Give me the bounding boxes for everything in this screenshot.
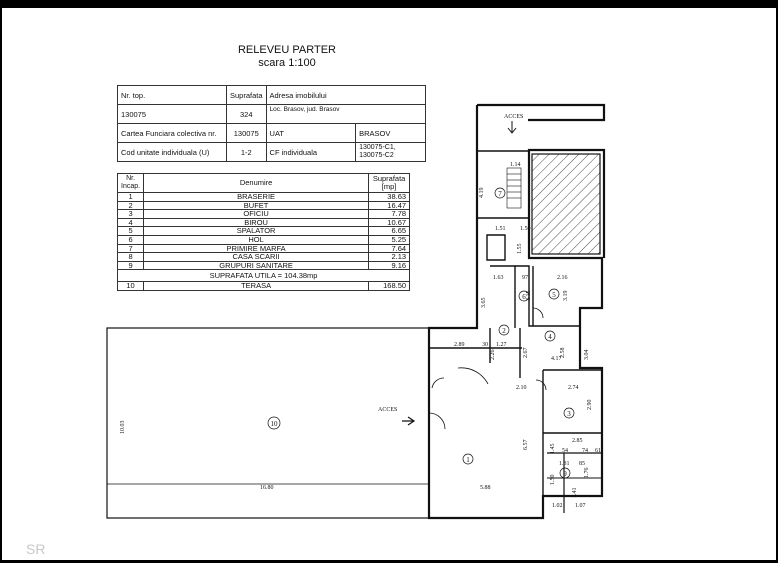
room-name: SPALATOR [144, 227, 369, 236]
room-number-10: 10 [270, 420, 278, 428]
cf-colectiva-value: 130075 [227, 124, 267, 143]
shaft [487, 235, 505, 260]
dim-2-26: 2.26 [490, 349, 496, 360]
dim-85: 85 [579, 461, 585, 467]
room-number-7: 7 [498, 190, 502, 198]
dim-6-57: 6.57 [523, 439, 529, 450]
dim-2-85: 2.85 [572, 438, 583, 444]
acces-top-label: ACCES [504, 114, 524, 120]
rooms-header-nr-line2: Incap. [121, 183, 141, 190]
dim-1-14: 1.14 [510, 162, 521, 168]
uat-label: UAT [266, 124, 356, 143]
adresa-value: Loc. Brasov, jud. Brasov [266, 105, 425, 124]
dim-61: 61 [595, 448, 601, 454]
dim-3-65: 3.65 [481, 297, 487, 308]
room-nr: 9 [118, 261, 144, 270]
dim-2-74: 2.74 [568, 385, 579, 391]
dim-1-50-wc: 1.50 [550, 474, 556, 485]
rooms-header-denumire: Denumire [144, 174, 369, 193]
dim-1-07: 1.07 [575, 503, 586, 509]
room-name: OFICIU [144, 210, 369, 219]
nr-top-value: 130075 [118, 105, 227, 124]
dim-74: 74 [582, 448, 588, 454]
acces-left-arrow-icon [402, 417, 414, 425]
room-area: 2.13 [369, 253, 410, 262]
dim-1-31: 1.31 [559, 461, 570, 467]
room-nr: 7 [118, 244, 144, 253]
dim-1-41: 1.41 [572, 487, 578, 498]
dim-1-50: 1.50 [520, 226, 531, 232]
dim-1-02: 1.02 [552, 503, 563, 509]
dim-2-67: 2.67 [523, 347, 529, 358]
dim-1-45: 1.45 [550, 443, 556, 454]
room-name: GRUPURI SANITARE [144, 261, 369, 270]
dim-1-63: 1.63 [493, 275, 504, 281]
cf-individuala-label: CF individuala [266, 143, 356, 162]
dim-1-27: 1.27 [496, 342, 507, 348]
dim-10-03: 10.03 [120, 420, 126, 434]
rooms-header-suprafata-line2: [mp] [381, 182, 397, 191]
dim-5-88: 5.88 [480, 485, 491, 491]
dim-3-19: 3.19 [563, 290, 569, 301]
drawing-title: RELEVEU PARTER [237, 44, 336, 56]
rooms-header-nr-line1: Nr. [126, 175, 136, 182]
dim-1-51: 1.51 [495, 226, 506, 232]
room-number-3: 3 [567, 410, 571, 418]
room-area: 38.63 [369, 193, 410, 202]
cf-individuala-value-2: 130075-C2 [359, 152, 394, 159]
suprafata-value: 324 [227, 105, 267, 124]
terasa-name: TERASA [144, 282, 369, 291]
adresa-label: Adresa imobilului [266, 86, 425, 105]
rooms-header-suprafata-line1: Suprafata [372, 174, 406, 183]
dim-1-76: 1.76 [584, 467, 590, 478]
dim-54: 54 [562, 448, 568, 454]
room-area: 7.78 [369, 210, 410, 219]
acces-left-label: ACCES [378, 407, 398, 413]
cf-colectiva-label: Cartea Funciara colectiva nr. [118, 124, 227, 143]
room-name: BRASERIE [144, 193, 369, 202]
room-area: 5.25 [369, 235, 410, 244]
room-number-6: 6 [522, 293, 526, 301]
wall-top [477, 105, 604, 120]
dim-4-19: 4.19 [479, 187, 485, 198]
rooms-total: SUPRAFATA UTILA = 104.38mp [118, 270, 410, 282]
dim-97: 97 [522, 275, 528, 281]
room-nr: 3 [118, 210, 144, 219]
access-markers [378, 114, 523, 425]
room-area: 6.65 [369, 227, 410, 236]
dim-1-55: 1.55 [517, 243, 523, 254]
drawing-scale: scara 1:100 [258, 57, 316, 69]
acces-top-arrow-icon [508, 121, 516, 133]
door-arc-entrance [429, 413, 445, 429]
door-arc-oficiu [536, 380, 546, 390]
door-arc-1 [432, 378, 444, 388]
room-number-5: 5 [552, 291, 556, 299]
terasa-area: 168.50 [369, 282, 410, 291]
room-number-4: 4 [548, 333, 552, 341]
room-nr: 1 [118, 193, 144, 202]
dim-2-10: 2.10 [516, 385, 527, 391]
room-number-2: 2 [502, 327, 506, 335]
dim-2-16: 2.16 [557, 275, 568, 281]
uat-value: BRASOV [356, 124, 425, 143]
dim-30: 30 [482, 342, 488, 348]
dim-4-17: 4.17 [551, 356, 562, 362]
cf-individuala-value-1: 130075-C1, [359, 144, 396, 151]
dim-2-89: 2.89 [454, 342, 465, 348]
hatched-area [532, 154, 600, 254]
room-nr: 8 [118, 253, 144, 262]
room-name: PRIMIRE MARFA [144, 244, 369, 253]
room-area: 9.16 [369, 261, 410, 270]
watermark: SR [26, 541, 46, 557]
room-name: HOL [144, 235, 369, 244]
room-number-9: 9 [563, 470, 567, 478]
cod-unitate-label: Cod unitate individuala (U) [118, 143, 227, 162]
dim-3-04: 3.04 [584, 349, 590, 360]
staircase [507, 168, 521, 208]
cod-unitate-value: 1-2 [227, 143, 267, 162]
room-name: BIROU [144, 218, 369, 227]
dim-2-58: 2.58 [560, 347, 566, 358]
room-nr: 5 [118, 227, 144, 236]
floor-plan [2, 8, 776, 560]
room-nr: 6 [118, 235, 144, 244]
door-arc-5 [533, 308, 543, 318]
dim-3-15: 3.15 [526, 290, 532, 301]
room-name: BUFET [144, 201, 369, 210]
room-nr: 2 [118, 201, 144, 210]
room-name: CASA SCARII [144, 253, 369, 262]
room-nr: 4 [118, 218, 144, 227]
dim-16-80: 16.80 [260, 485, 274, 491]
room-area: 10.67 [369, 218, 410, 227]
drawing-sheet [2, 8, 776, 560]
dim-2-90: 2.90 [587, 399, 593, 410]
room-area: 16.47 [369, 201, 410, 210]
room-numbers [270, 187, 572, 478]
room-number-1: 1 [466, 456, 470, 464]
terasa-nr: 10 [118, 282, 144, 291]
nr-top-label: Nr. top. [118, 86, 227, 105]
room-area: 7.64 [369, 244, 410, 253]
door-arc-bay [458, 368, 488, 384]
suprafata-label: Suprafata [227, 86, 267, 105]
